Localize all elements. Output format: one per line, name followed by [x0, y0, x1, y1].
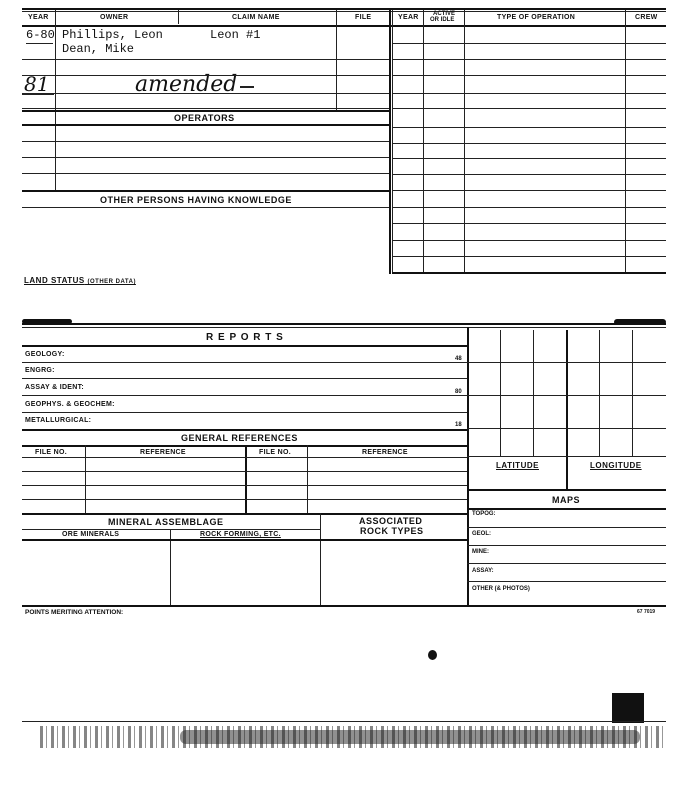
col-type-of-operation-header: TYPE OF OPERATION — [497, 14, 576, 21]
row-line — [392, 207, 666, 208]
ref-reference-header-2: REFERENCE — [362, 449, 408, 456]
row-line — [467, 545, 666, 546]
entry-amended-handwritten: amended — [135, 72, 238, 97]
ref-reference-header-1: REFERENCE — [140, 449, 186, 456]
grid-line — [467, 362, 666, 363]
row-line — [22, 529, 320, 530]
other-persons-title: OTHER PERSONS HAVING KNOWLEDGE — [100, 195, 292, 205]
longitude-label: LONGITUDE — [590, 461, 642, 470]
rock-forming-header: ROCK FORMING, ETC. — [200, 531, 281, 538]
report-assay-label: ASSAY & IDENT: — [25, 384, 85, 391]
points-meriting-label: POINTS MERITING ATTENTION: — [25, 609, 124, 616]
divider — [320, 513, 321, 605]
grid-line — [467, 456, 666, 457]
report-engrg-label: ENGRG: — [25, 367, 55, 374]
reports-top-border — [22, 323, 666, 325]
row-line — [22, 378, 467, 379]
reports-top-border-inner — [22, 327, 666, 328]
row-line — [392, 240, 666, 241]
row-line — [467, 563, 666, 564]
underline — [22, 94, 54, 95]
operators-title: OPERATORS — [174, 113, 235, 123]
underline — [26, 43, 53, 44]
bottom-border — [22, 605, 666, 607]
pen-stroke — [240, 86, 254, 88]
col-idle-header: OR IDLE — [430, 17, 455, 23]
section-border — [22, 124, 389, 126]
grid-line — [533, 330, 534, 456]
row-line — [392, 272, 666, 274]
latitude-label: LATITUDE — [496, 461, 539, 470]
row-line — [22, 207, 389, 208]
section-border — [22, 513, 467, 515]
row-line — [392, 108, 666, 109]
scan-speck — [428, 650, 437, 660]
divider — [245, 445, 247, 513]
general-references-title: GENERAL REFERENCES — [181, 433, 298, 443]
maps-title: MAPS — [552, 495, 581, 505]
maps-other-label: OTHER (& PHOTOS) — [472, 586, 530, 592]
maps-assay-label: ASSAY: — [472, 568, 494, 574]
entry-claim: Leon #1 — [210, 28, 261, 42]
grid-line — [467, 428, 666, 429]
maps-geol-label: GEOL: — [472, 531, 491, 537]
ore-minerals-header: ORE MINERALS — [62, 531, 120, 538]
row-line — [392, 127, 666, 128]
row-line — [392, 223, 666, 224]
row-line — [392, 75, 666, 76]
row-line — [392, 174, 666, 175]
row-line — [22, 93, 389, 94]
row-line — [22, 471, 467, 472]
row-line — [392, 158, 666, 159]
scan-edge-line — [22, 721, 666, 722]
col-year2-header: YEAR — [398, 14, 419, 21]
grid-line — [500, 330, 501, 456]
report-geology-label: GEOLOGY: — [25, 351, 65, 358]
divider — [392, 10, 393, 274]
entry-year-handwritten: 81 — [24, 72, 50, 96]
divider — [336, 10, 337, 110]
col-owner-header: OWNER — [100, 14, 129, 21]
row-line — [22, 485, 467, 486]
mineral-assemblage-title: MINERAL ASSEMBLAGE — [108, 517, 224, 527]
row-line — [22, 75, 389, 76]
top-border-inner — [22, 11, 666, 12]
row-line — [22, 157, 389, 158]
row-line — [392, 43, 666, 44]
associated-rock-types-title-2: ROCK TYPES — [360, 526, 424, 536]
row-line — [22, 499, 467, 500]
report-assay-num: 80 — [455, 389, 462, 395]
row-line — [467, 581, 666, 582]
row-line — [392, 143, 666, 144]
report-metallurgical-label: METALLURGICAL: — [25, 417, 92, 424]
section-border — [22, 429, 467, 431]
section-border — [22, 190, 389, 192]
row-line — [22, 457, 467, 458]
reports-title: R E P O R T S — [206, 332, 284, 343]
divider — [464, 10, 465, 274]
scan-block — [612, 693, 644, 723]
divider — [307, 445, 308, 513]
row-line — [392, 59, 666, 60]
col-file-header: FILE — [355, 14, 372, 21]
section-border — [467, 489, 666, 491]
section-border — [22, 345, 467, 347]
row-line — [392, 256, 666, 257]
scan-noise — [180, 730, 640, 744]
row-line — [22, 412, 467, 413]
grid-line — [467, 395, 666, 396]
grid-line — [566, 330, 568, 490]
grid-line — [632, 330, 633, 456]
section-border — [22, 110, 389, 112]
col-year-header: YEAR — [28, 14, 49, 21]
top-border — [22, 8, 666, 10]
associated-rock-types-title-1: ASSOCIATED — [359, 516, 423, 526]
header-bottom-border — [22, 25, 666, 27]
row-line — [392, 190, 666, 191]
row-line — [22, 141, 389, 142]
report-geophys-label: GEOPHYS. & GEOCHEM: — [25, 401, 115, 408]
col-claim-name-header: CLAIM NAME — [232, 14, 280, 21]
row-line — [22, 173, 389, 174]
row-line — [22, 362, 467, 363]
divider — [625, 10, 626, 274]
row-line — [22, 59, 389, 60]
report-metallurgical-num: 18 — [455, 422, 462, 428]
entry-owner2: Dean, Mike — [62, 42, 135, 56]
divider — [178, 10, 179, 24]
divider — [389, 10, 391, 274]
col-active-header: ACTIVE — [433, 11, 456, 17]
report-geology-num: 48 — [455, 356, 462, 362]
section-border — [467, 508, 666, 510]
row-line — [467, 527, 666, 528]
land-status-title: LAND STATUS — [24, 276, 85, 285]
divider — [423, 10, 424, 274]
section-border — [22, 539, 467, 541]
grid-line — [599, 330, 600, 456]
ref-file-no-header-2: FILE NO. — [259, 449, 291, 456]
row-line — [22, 108, 389, 109]
row-line — [22, 395, 467, 396]
ref-file-no-header-1: FILE NO. — [35, 449, 67, 456]
col-crew-header: CREW — [635, 14, 658, 21]
maps-mine-label: MINE: — [472, 549, 489, 555]
row-line — [392, 93, 666, 94]
form-code: 67 7019 — [637, 609, 656, 615]
land-status-label — [24, 276, 136, 285]
entry-year-owner: 6-80 Phillips, Leon — [26, 28, 163, 42]
maps-topog-label: TOPOG: — [472, 511, 496, 517]
divider — [85, 445, 86, 513]
land-status-sub: (OTHER DATA) — [87, 279, 136, 285]
